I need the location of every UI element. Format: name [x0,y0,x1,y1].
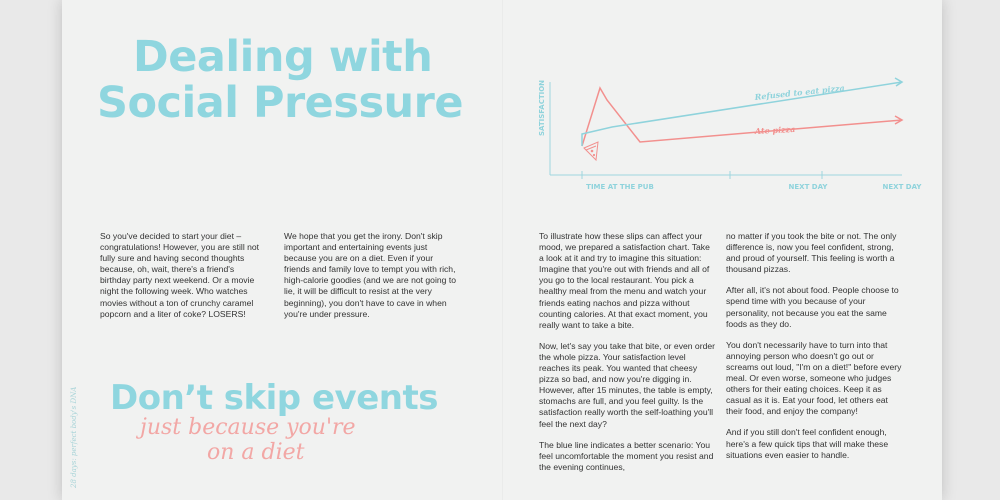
subheading-script-1: just because you're [140,415,356,440]
subheading: Don’t skip events [110,378,438,418]
magazine-spread [62,0,942,500]
left-column-2 [284,231,460,330]
paragraph: You don't necessarily have to turn into that annoying person who doesn't go out or screams out loud, "I'm on a diet!" before every meal. Or even worse, someone who judges others for their eating choices. Keep it as casual as it is. Eat your food, let others eat their food, and enjoy the company! [726,339,902,417]
paragraph: no matter if you took the bite or not. The only difference is, now you feel confident, strong, and proud of yourself. This feeling is worth a thousand pizzas. [726,231,897,275]
series-line-refused-pizza [582,82,902,146]
paragraph: To illustrate how these slips can affect your mood, we prepared a satisfaction chart. Take a look at it and try to imagine this situation: Imagine that you're out with friends and all of you go to the local restaurant. You pick a healthy meal from the menu and watch your friends eating nachos and pizza without counting calories. At that exact moment, you really want to take a bite. [539,231,710,330]
paragraph: The blue line indicates a better scenario: You feel uncomfortable the moment you resist and the evening continues, [539,439,714,472]
series-label-ate-pizza: Ate pizza [754,123,796,136]
left-column-1 [100,231,260,330]
series-label-refused-pizza: Refused to eat pizza [754,82,846,102]
title-line-1: Dealing with [133,32,433,82]
vertical-label-text: 28 days: perfect body's DNA [70,386,78,488]
paragraph: Now, let's say you take that bite, or even order the whole pizza. Your satisfaction level reaches its peak. You wanted that cheesy pizza so bad, and now you're digging in. However, after 15 minutes, the table is empty, stomachs are full, and you feel guilty. Is the satisfaction really worth the self-loathing you'll feel the next day? [539,340,715,429]
paragraph: After all, it's not about food. People choose to spend time with you because of your personality, not because you eat the same foods as they do. [726,285,899,329]
y-axis-label: SATISFACTION [538,79,546,137]
right-column-2 [726,231,904,471]
paragraph: We hope that you get the irony. Don't skip important and entertaining events just because you are on a diet. Even if your friends and family love to tempt you with rich, high-calorie goodies (and we are not going to lie, it will be difficult to resist at the very beginning), you don't have to cave in when you're under pressure. [284,231,456,319]
title-line-2: Social Pressure [97,78,464,128]
pizza-slice-icon [584,142,598,160]
paragraph: And if you still don't feel confident enough, here's a few quick tips that will make these situations even easier to handle. [726,427,889,460]
x-tick-label: NEXT DAY [788,183,828,191]
series-line-ate-pizza [582,88,902,146]
right-column-1 [539,231,715,483]
satisfaction-chart [540,70,920,200]
vertical-book-label [68,360,82,490]
page-gutter [502,0,503,500]
x-tick-label: NEXT DAY [882,183,922,191]
subheading-script-2: on a diet [207,440,305,465]
paragraph: So you've decided to start your diet – congratulations! However, you are still not fully sure and having second thoughts because, oh, wait, there's a friend's birthday party next weekend. Or a movie night the following week. Who watches movies without a ton of crunchy caramel popcorn and a liter of coke? LOSERS! [100,231,260,319]
page-title [97,34,463,126]
x-tick-label: TIME AT THE PUB [586,183,654,191]
